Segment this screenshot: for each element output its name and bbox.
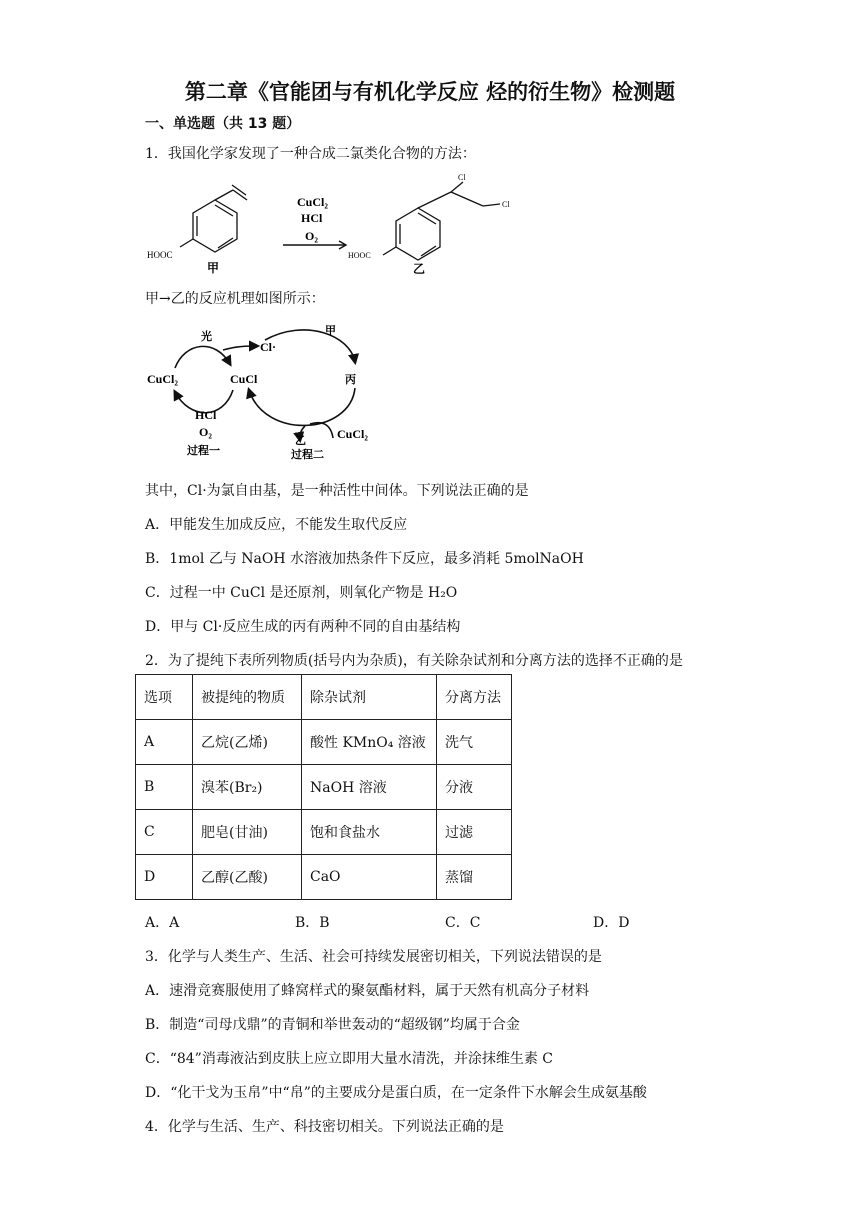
table-cell: 过滤	[437, 810, 512, 855]
q3-option-c: C．“84”消毒液沾到皮肤上应立即用大量水清洗，并涂抹维生素 C	[145, 1051, 554, 1067]
cycle2-bottom-arc	[249, 388, 355, 425]
table-cell: 洗气	[437, 720, 512, 765]
condition-cucl2: CuCl₂	[297, 195, 328, 209]
q1-mechanism-intro: 甲→乙的反应机理如图所示：	[145, 291, 325, 307]
table-header-row	[136, 675, 512, 720]
purification-table	[135, 674, 512, 900]
q1-note: 其中，Cl·为氯自由基，是一种活性中间体。下列说法正确的是	[145, 483, 529, 499]
cl-radical-label: Cl·	[260, 340, 277, 354]
reaction-scheme	[145, 170, 565, 280]
table-cell: 乙醇(乙酸)	[193, 855, 302, 900]
product-structure	[383, 182, 500, 260]
product-cl-1: Cl	[458, 173, 466, 182]
q3-option-b: B．制造“司母戊鼎”的青铜和举世轰动的“超级钢”均属于合金	[145, 1017, 520, 1033]
bing-label: 丙	[345, 374, 356, 386]
q1-stem: 1．我国化学家发现了一种合成二氯类化合物的方法：	[145, 146, 476, 162]
table-header-cell: 选项	[136, 675, 193, 720]
reactant-label: 甲	[207, 261, 220, 275]
table-cell: 酸性 KMnO₄ 溶液	[302, 720, 437, 765]
q3-option-d: D．“化干戈为玉帛”中“帛”的主要成分是蛋白质，在一定条件下水解会生成氨基酸	[145, 1085, 647, 1101]
table-cell: D	[136, 855, 193, 900]
cucl2-left-label: CuCl₂	[147, 372, 178, 386]
jia-label: 甲	[325, 325, 336, 337]
table-cell: C	[136, 810, 193, 855]
light-label: 光	[201, 331, 212, 343]
q3-stem: 3．化学与人类生产、生活、社会可持续发展密切相关，下列说法错误的是	[145, 949, 602, 965]
q2-choice-c: C．C	[445, 915, 481, 931]
table-row	[136, 765, 512, 810]
table-cell: NaOH 溶液	[302, 765, 437, 810]
hcl-label: HCl	[195, 408, 217, 422]
table-cell: 肥皂(甘油)	[193, 810, 302, 855]
q2-choice-a: A．A	[145, 915, 180, 931]
product-group: HOOC	[348, 251, 371, 260]
q1-option-b: B．1mol 乙与 NaOH 水溶液加热条件下反应，最多消耗 5molNaOH	[145, 551, 584, 567]
table-cell: B	[136, 765, 193, 810]
table-row	[136, 810, 512, 855]
document-title: 第二章《官能团与有机化学反应 烃的衍生物》检测题	[184, 80, 676, 104]
product-label: 乙	[413, 262, 426, 276]
table-header-cell: 除杂试剂	[302, 675, 437, 720]
reactant-group: HOOC	[147, 250, 173, 260]
table-cell: 溴苯(Br₂)	[193, 765, 302, 810]
q2-choice-d: D．D	[593, 915, 630, 931]
table-cell: 饱和食盐水	[302, 810, 437, 855]
table-header-cell: 分离方法	[437, 675, 512, 720]
table-header-cell: 被提纯的物质	[193, 675, 302, 720]
table-row	[136, 720, 512, 765]
product-cl-2: Cl	[502, 200, 510, 209]
cucl-label: CuCl	[230, 372, 258, 386]
reactant-structure	[180, 185, 247, 252]
q3-option-a: A．速滑竞赛服使用了蜂窝样式的聚氨酯材料，属于天然有机高分子材料	[145, 983, 590, 999]
table-row	[136, 855, 512, 900]
light-arrow	[223, 346, 257, 350]
table-cell: 乙烷(乙烯)	[193, 720, 302, 765]
q1-option-a: A．甲能发生加成反应，不能发生取代反应	[145, 517, 408, 533]
q1-option-c: C．过程一中 CuCl 是还原剂，则氧化产物是 H₂O	[145, 585, 458, 601]
yi-label: 乙	[295, 435, 306, 447]
section-heading: 一、单选题（共 13 题）	[145, 116, 301, 132]
condition-hcl: HCl	[301, 211, 323, 225]
cycle1-top-arc	[175, 346, 230, 368]
table-cell: CaO	[302, 855, 437, 900]
cucl2-right-label: CuCl₂	[337, 427, 368, 441]
process1-label: 过程一	[187, 445, 220, 457]
cycle2-top-arc	[265, 330, 355, 362]
table-cell: 蒸馏	[437, 855, 512, 900]
q2-choice-b: B．B	[295, 915, 330, 931]
table-cell: A	[136, 720, 193, 765]
condition-o2: O₂	[305, 229, 318, 243]
q4-stem: 4．化学与生活、生产、科技密切相关。下列说法正确的是	[145, 1119, 504, 1135]
process2-label: 过程二	[291, 449, 324, 461]
mechanism-cycle	[145, 320, 385, 465]
q2-stem: 2．为了提纯下表所列物质(括号内为杂质)，有关除杂试剂和分离方法的选择不正确的是	[145, 653, 683, 669]
o2-label: O₂	[199, 425, 212, 439]
q1-option-d: D．甲与 Cl·反应生成的丙有两种不同的自由基结构	[145, 619, 461, 635]
table-cell: 分液	[437, 765, 512, 810]
